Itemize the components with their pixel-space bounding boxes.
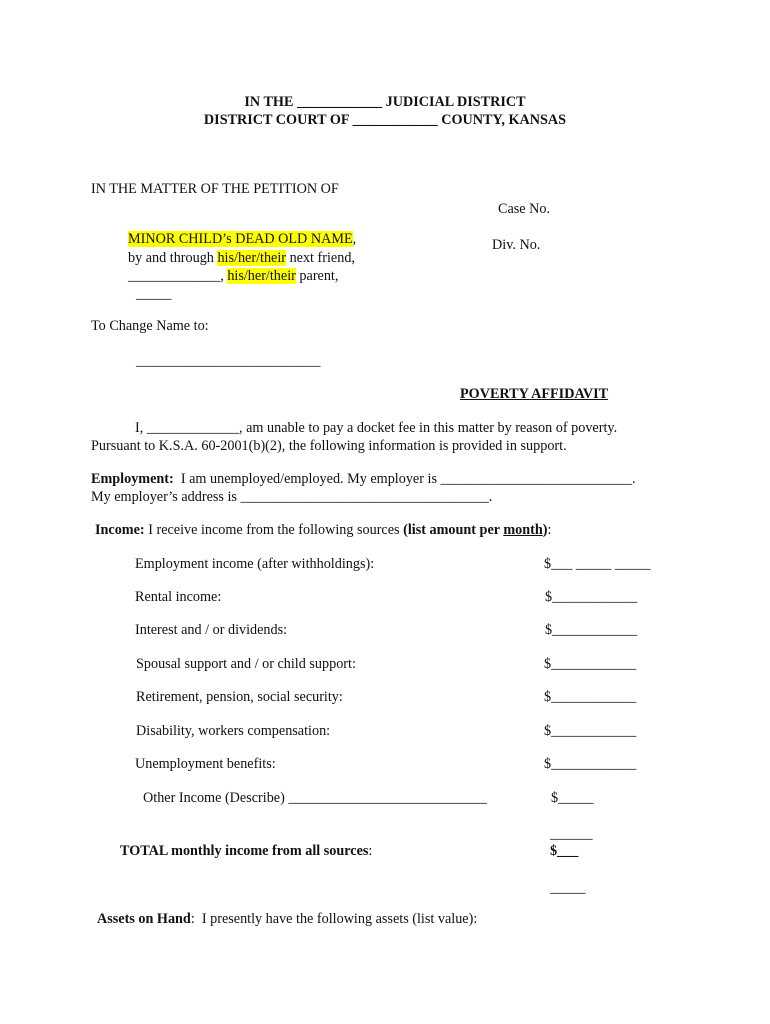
other-income-label: Other Income (Describe) ____________________________ xyxy=(143,790,487,806)
employment-label: Employment: xyxy=(91,471,174,487)
pronoun-highlight: his/her/their xyxy=(227,268,296,284)
intro-line2: Pursuant to K.S.A. 60-2001(b)(2), the following information is provided in support. xyxy=(91,438,567,454)
next-friend-line: by and through his/her/their next friend, xyxy=(128,250,355,266)
minor-old-name: MINOR CHILD’s DEAD OLD NAME xyxy=(128,231,353,247)
total-income-label: TOTAL monthly income from all sources xyxy=(120,843,369,859)
assets-line: Assets on Hand: I presently have the following assets (list value): xyxy=(97,911,478,927)
income-item-amount: $____________ xyxy=(545,622,638,638)
intro-line1: I, _____________, am unable to pay a docket fee in this matter by reason of poverty. xyxy=(135,420,618,436)
other-income-amount: $_____ xyxy=(551,790,594,806)
parent-line: _____________, his/her/their parent, xyxy=(128,268,339,284)
pronoun-highlight: his/her/their xyxy=(217,250,287,266)
income-label: Income: xyxy=(95,522,145,538)
income-item-amount: $____________ xyxy=(544,723,637,739)
income-item-label: Unemployment benefits: xyxy=(135,756,276,772)
court-header-line2: DISTRICT COURT OF ____________ COUNTY, KANSAS xyxy=(203,112,567,128)
short-blank-line: _____ xyxy=(136,286,172,302)
income-item-amount: $____________ xyxy=(544,756,637,772)
employer-address-line: My employer’s address is ___________________________________. xyxy=(91,489,493,505)
income-item-label: Disability, workers compensation: xyxy=(136,723,331,739)
court-header-line1: IN THE ____________ JUDICIAL DISTRICT xyxy=(244,94,526,110)
division-number-label: Div. No. xyxy=(492,237,541,253)
income-item-amount: $____________ xyxy=(545,589,638,605)
minor-name-line: MINOR CHILD’s DEAD OLD NAME, xyxy=(128,231,357,247)
income-item-label: Interest and / or dividends: xyxy=(135,622,288,638)
income-item-amount: $____________ xyxy=(544,689,637,705)
income-item-amount: $___ _____ _____ xyxy=(544,556,651,572)
total-income-line: TOTAL monthly income from all sources: xyxy=(120,843,373,859)
total-line-below: _____ xyxy=(550,880,586,896)
change-name-label: To Change Name to: xyxy=(91,318,209,334)
income-item-label: Spousal support and / or child support: xyxy=(136,656,356,672)
affidavit-title: POVERTY AFFIDAVIT xyxy=(460,386,609,402)
income-heading: Income: I receive income from the following sources (list amount per month): xyxy=(95,522,552,538)
total-income-amount: $___ xyxy=(550,843,579,859)
case-number-label: Case No. xyxy=(498,201,551,217)
matter-heading: IN THE MATTER OF THE PETITION OF xyxy=(91,181,339,197)
assets-label: Assets on Hand xyxy=(97,911,191,927)
income-item-label: Retirement, pension, social security: xyxy=(136,689,343,705)
income-item-amount: $____________ xyxy=(544,656,637,672)
income-item-label: Rental income: xyxy=(135,589,222,605)
income-item-label: Employment income (after withholdings): xyxy=(135,556,375,572)
employment-line: Employment: I am unemployed/employed. My employer is ___________________________. xyxy=(91,471,636,487)
new-name-blank: __________________________ xyxy=(136,353,321,369)
total-line-above: ______ xyxy=(550,826,593,842)
